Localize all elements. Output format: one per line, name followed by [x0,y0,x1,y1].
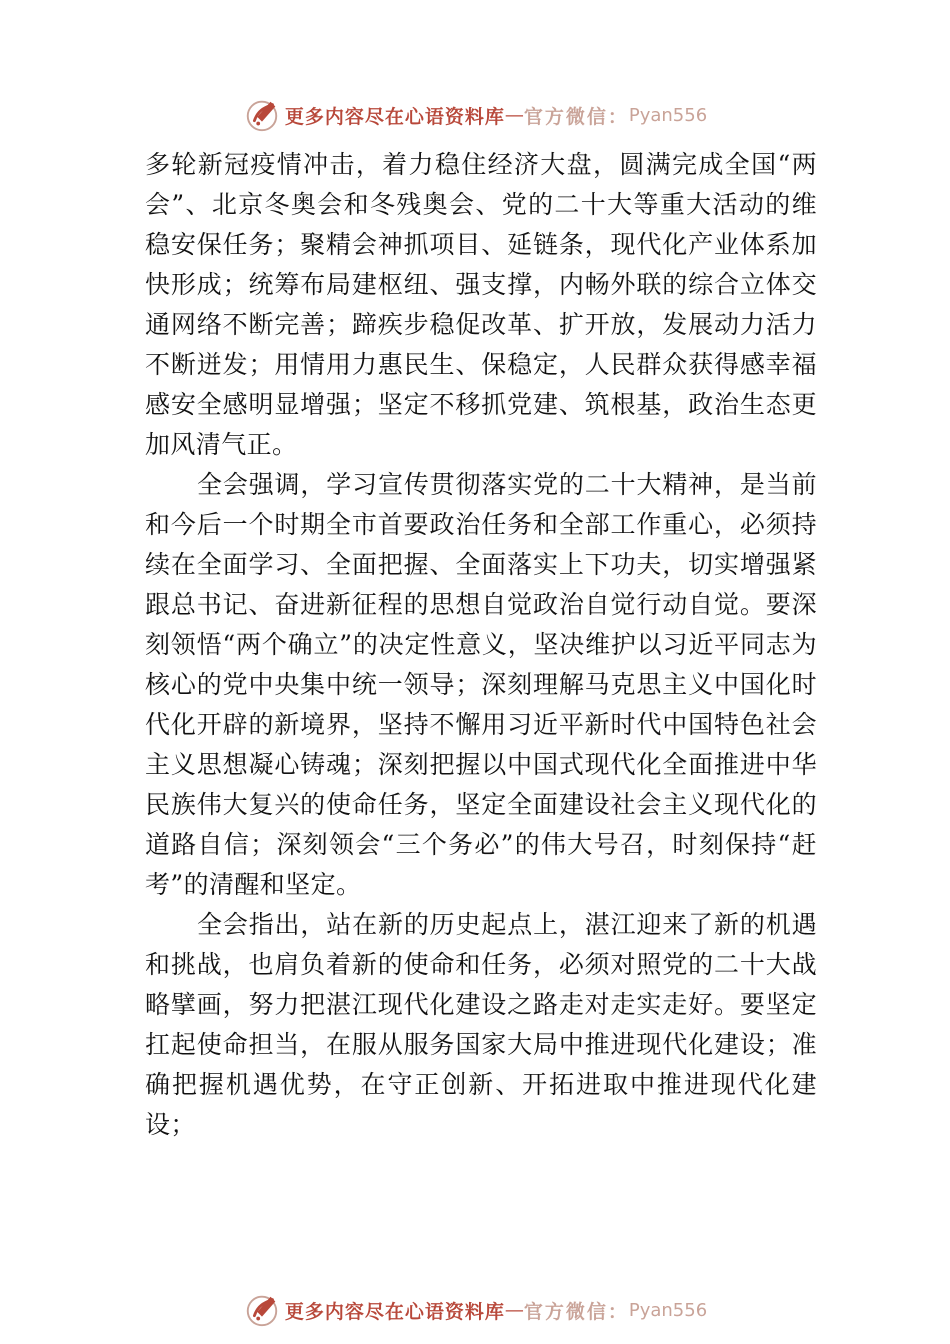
header-official-label: 官方微信： [523,105,629,128]
paragraph-2: 全会强调，学习宣传贯彻落实党的二十大精神，是当前和今后一个时期全市首要政治任务和全部工作重心，必须持续在全面学习、全面把握、全面落实上下功夫，切实增强紧跟总书记、奋进新征程的思想自觉政治自觉行动自觉。要深刻领悟“两个确立”的决定性意义，坚决维护以习近平同志为核心的党中央集中统一领导；深刻理解马克思主义中国化时代化开辟的新境界，坚持不懈用习近平新时代中国特色社会主义思想凝心铸魂；深刻把握以中国式现代化全面推进中华民族伟大复兴的使命任务，坚定全面建设社会主义现代化的道路自信；深刻领会“三个务必”的伟大号召，时刻保持“赶考”的清醒和坚定。 [145,470,817,899]
footer-dash: — [504,1299,524,1321]
footer-wechat-id: Pyan556 [628,1299,708,1321]
header-dash: — [504,104,524,126]
logo-icon [243,1291,281,1329]
footer-banner [0,1290,950,1330]
logo-icon [243,96,281,134]
paragraph-1: 多轮新冠疫情冲击，着力稳住经济大盘，圆满完成全国“两会”、北京冬奥会和冬残奥会、党的二十大等重大活动的维稳安保任务；聚精会神抓项目、延链条，现代化产业体系加快形成；统筹布局建枢纽、强支撑，内畅外联的综合立体交通网络不断完善；蹄疾步稳促改革、扩开放，发展动力活力不断迸发；用情用力惠民生、保稳定，人民群众获得感幸福感安全感明显增强；坚定不移抓党建、筑根基，政治生态更加风清气正。 [145,150,817,459]
paragraph-3: 全会指出，站在新的历史起点上，湛江迎来了新的机遇和挑战，也肩负着新的使命和任务，必须对照党的二十大战略擘画，努力把湛江现代化建设之路走对走实走好。要坚定扛起使命担当，在服从服务国家大局中推进现代化建设；准确把握机遇优势，在守正创新、开拓进取中推进现代化建设； [145,910,817,1139]
footer-official-label: 官方微信： [523,1300,629,1323]
header-brand-text: 更多内容尽在心语资料库 [284,105,505,128]
footer-brand-text: 更多内容尽在心语资料库 [284,1300,505,1323]
header-wechat-id: Pyan556 [628,104,708,126]
document-body [145,145,817,1145]
header-banner [0,95,950,135]
